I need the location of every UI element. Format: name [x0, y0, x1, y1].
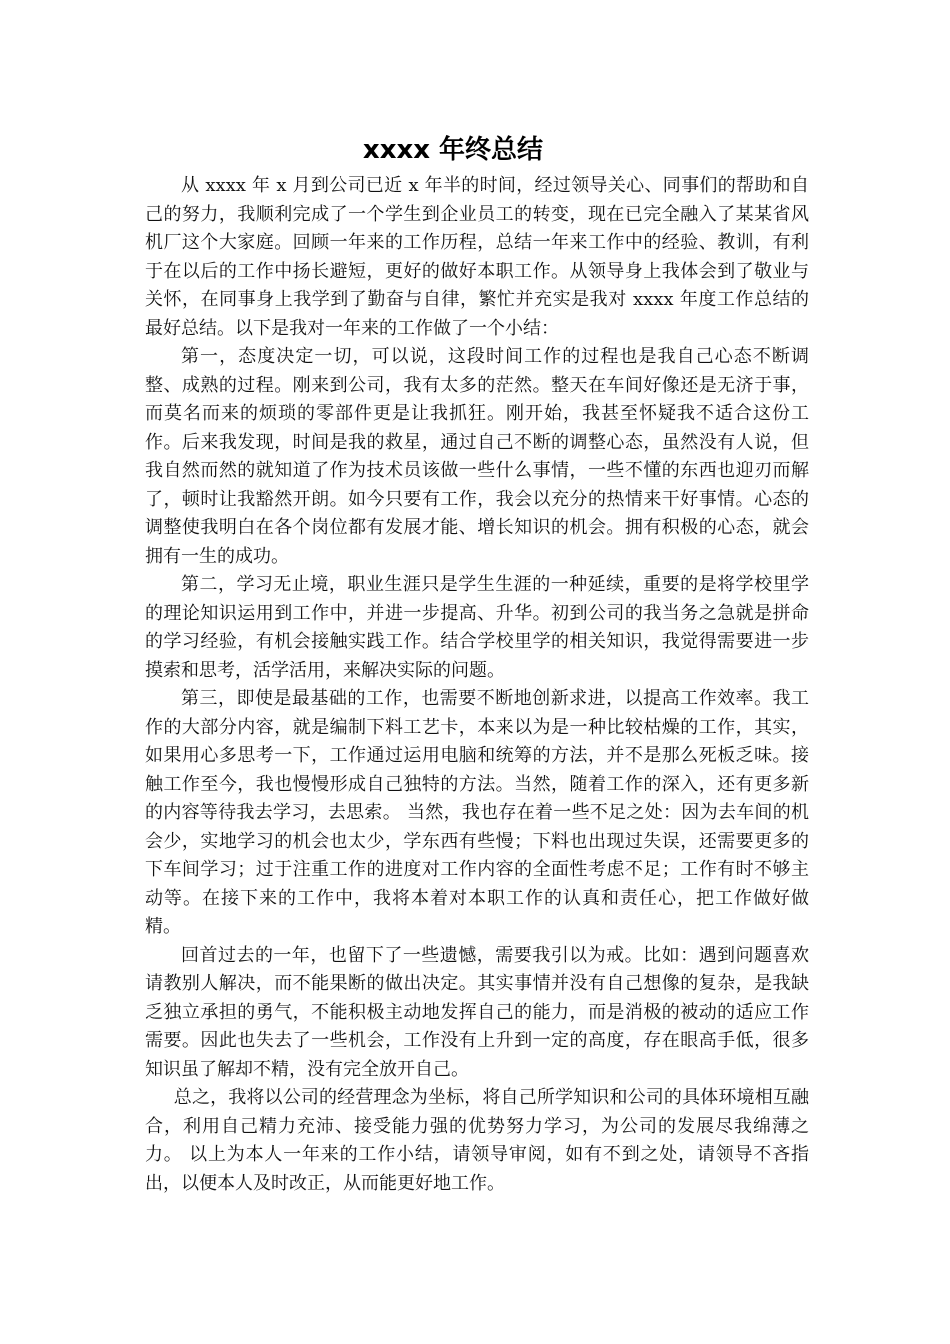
paragraph-intro: 从 xxxx 年 x 月到公司已近 x 年半的时间，经过领导关心、同事们的帮助和自己的努力，我顺利完成了一个学生到企业员工的转变，现在已完全融入了某某省风机厂这个大家庭。回顾一年来的工作历程，总结一年来工作中的经验、教训，有利于在以后的工作中扬长避短，更好的做好本职工作。从领导身上我体会到了敬业与关怀，在同事身上我学到了勤奋与自律，繁忙并充实是我对 xxxx 年度工作总结的最好总结。以下是我对一年来的工作做了一个小结： — [145, 175, 809, 339]
paragraph-regrets: 回首过去的一年，也留下了一些遗憾，需要我引以为戒。比如：遇到问题喜欢请教别人解决，而不能果断的做出决定。其实事情并没有自己想像的复杂，是我缺乏独立承担的勇气，不能积极主动地发挥自己的能力，而是消极的被动的适应工作需要。因此也失去了一些机会，工作没有上升到一定的高度，存在眼高手低，很多知识虽了解却不精，没有完全放开自己。 — [145, 944, 809, 1080]
paragraph-first-point: 第一，态度决定一切，可以说，这段时间工作的过程也是我自己心态不断调整、成熟的过程。刚来到公司，我有太多的茫然。整天在车间好像还是无济于事，而莫名而来的烦琐的零部件更是让我抓狂。刚开始，我甚至怀疑我不适合这份工作。后来我发现，时间是我的救星，通过自己不断的调整心态，虽然没有人说，但我自然而然的就知道了作为技术员该做一些什么事情，一些不懂的东西也迎刃而解了，顿时让我豁然开朗。如今只要有工作，我会以充分的热情来干好事情。心态的调整使我明白在各个岗位都有发展才能、增长知识的机会。拥有积极的心态，就会拥有一生的成功。 — [145, 346, 809, 567]
document-body — [145, 172, 809, 1198]
document-title: xxxx 年终总结 — [362, 135, 544, 165]
paragraph-third-point: 第三，即使是最基础的工作，也需要不断地创新求进，以提高工作效率。我工作的大部分内容，就是编制下料工艺卡，本来以为是一种比较枯燥的工作，其实，如果用心多思考一下，工作通过运用电脑和统筹的方法，并不是那么死板乏味。接触工作至今，我也慢慢形成自己独特的方法。当然，随着工作的深入，还有更多新的内容等待我去学习，去思索。 当然，我也存在着一些不足之处：因为去车间的机会少，实地学习的机会也太少，学东西有些慢；下料也出现过失误，还需要更多的下车间学习；过于注重工作的进度对工作内容的全面性考虑不足；工作有时不够主动等。在接下来的工作中，我将本着对本职工作的认真和责任心，把工作做好做精。 — [145, 688, 809, 937]
paragraph-second-point: 第二，学习无止境，职业生涯只是学生生涯的一种延续，重要的是将学校里学的理论知识运用到工作中，并进一步提高、升华。初到公司的我当务之急就是拼命的学习经验，有机会接触实践工作。结合学校里学的相关知识，我觉得需要进一步摸索和思考，活学活用，来解决实际的问题。 — [145, 574, 809, 681]
paragraph-conclusion: 总之，我将以公司的经营理念为坐标，将自己所学知识和公司的具体环境相互融合，利用自己精力充沛、接受能力强的优势努力学习，为公司的发展尽我绵薄之力。 以上为本人一年来的工作小结，请领导审阅，如有不到之处，请领导不吝指出，以便本人及时改正，从而能更好地工作。 — [145, 1087, 809, 1194]
